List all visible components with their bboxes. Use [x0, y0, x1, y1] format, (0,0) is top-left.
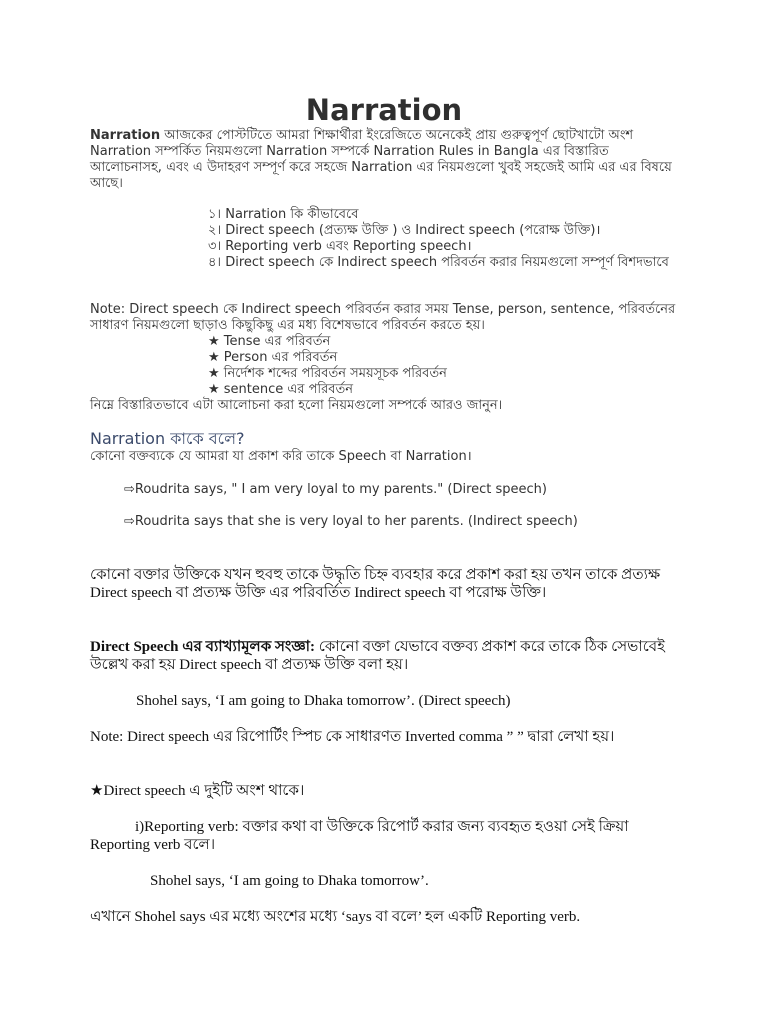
- topic-item: ৪। Direct speech কে Indirect speech পরিবর্তন করার নিয়মগুলো সম্পূর্ণ বিশদভাবে: [208, 255, 669, 270]
- change-item: ★ নির্দেশক শব্দের পরিবর্তন সময়সূচক পরিবর্তন: [208, 366, 447, 381]
- explanation-reporting-verb: এখানে Shohel says এর মধ্যে অংশের মধ্যে ‘says বা বলে’ হল একটি Reporting verb.: [90, 909, 581, 925]
- intro-paragraph: [90, 128, 680, 192]
- topic-item: ১। Narration কি কীভাবেবে: [208, 207, 359, 222]
- definition-bold-term: Direct Speech এর ব্যাখ্যামূলক সংজ্ঞা:: [90, 639, 316, 655]
- change-item: ★ Person এর পরিবর্তন: [208, 350, 338, 365]
- example-sentence-2: Shohel says, ‘I am going to Dhaka tomorrow’.: [150, 873, 429, 889]
- definition-text: কোনো বক্তা যেভাবে বক্তব্য প্রকাশ করে তাকে ঠিক সেভাবেই উল্লেখ করা হয় Direct speech বা প্রত্যক্ষ উক্তি বলা হয়।: [90, 639, 665, 673]
- topic-item: ২। Direct speech (প্রত্যক্ষ উক্তি ) ও Indirect speech (পরোক্ষ উক্তি)।: [208, 223, 601, 238]
- explanation-paragraph: কোনো বক্তার উক্তিকে যখন হুবহু তাকে উদ্ধৃতি চিহ্ন ব্যবহার করে প্রকাশ করা হয় তখন তাকে প্রত্যক্ষ Direct speech বা প্রত্যক্ষ উক্তি এর পরিবর্তিত Indirect speech বা পরোক্ষ উক্তি।: [90, 567, 661, 601]
- intro-text: আজকের পোস্টটিতে আমরা শিক্ষার্থীরা ইংরেজিতে অনেকেই প্রায় গুরুত্বপূর্ণ ছোটখাটো অংশ Narration সম্পর্কিত নিয়মগুলো Narration সম্পর্কে Narration Rules in Bangla এর বিস্তারিত আলোচনাসহ, এবং এ উদাহরণ সম্পূর্ণ করে সহজে Narration এর নিয়মগুলো খুবই সহজেই আমি এর এর বিষয়ে আছে।: [90, 128, 672, 191]
- change-item: ★ Tense এর পরিবর্তন: [208, 334, 331, 349]
- intro-bold-term: Narration: [90, 128, 161, 143]
- topic-item: ৩। Reporting verb এবং Reporting speech।: [208, 239, 472, 254]
- parts-heading: ★Direct speech এ দুইটি অংশ থাকে।: [90, 783, 305, 799]
- example-direct: ⇨Roudrita says, " I am very loyal to my parents." (Direct speech): [124, 482, 547, 497]
- change-list: [90, 334, 680, 398]
- example-sentence: Shohel says, ‘I am going to Dhaka tomorrow’. (Direct speech): [136, 693, 511, 709]
- closing-paragraph: নিম্নে বিস্তারিতভাবে এটা আলোচনা করা হলো নিয়মগুলো সম্পর্কে আরও জানুন।: [90, 398, 503, 413]
- note-paragraph: Note: Direct speech কে Indirect speech পরিবর্তন করার সময় Tense, person, sentence, পরিবর্তনের সাধারণ নিয়মগুলো ছাড়াও কিছুকিছু এর মধ্য বিশেষভাবে পরিবর্তন করতে হয়।: [90, 302, 676, 333]
- definition-paragraph: কোনো বক্তব্যকে যে আমরা যা প্রকাশ করি তাকে Speech বা Narration।: [90, 449, 472, 464]
- inverted-comma-note: Note: Direct speech এর রিপোর্টিং স্পিচ কে সাধারণত Inverted comma ” ” দ্বারা লেখা হয়।: [90, 729, 615, 745]
- change-item: ★ sentence এর পরিবর্তন: [208, 382, 354, 397]
- example-indirect: ⇨Roudrita says that she is very loyal to her parents. (Indirect speech): [124, 514, 578, 529]
- topic-list: [90, 207, 680, 271]
- definition-direct-speech: [90, 638, 680, 674]
- document-title: Narration: [305, 93, 463, 127]
- reporting-verb-paragraph: i)Reporting verb: বক্তার কথা বা উক্তিকে রিপোর্ট করার জন্য ব্যবহৃত হওয়া সেই ক্রিয়া Reporting verb বলে।: [90, 819, 629, 853]
- section-heading: Narration কাকে বলে?: [90, 429, 245, 448]
